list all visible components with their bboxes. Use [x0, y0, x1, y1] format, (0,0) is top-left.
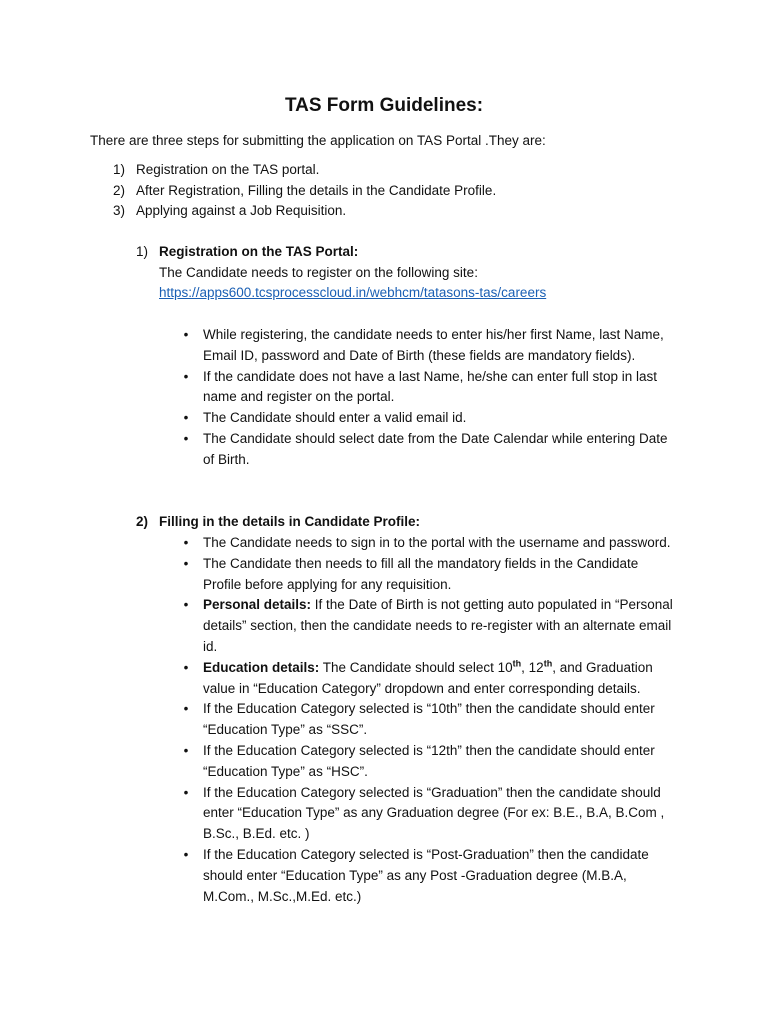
bullet-icon: •	[183, 846, 189, 862]
list-item: • The Candidate should select date from the Date Calendar while entering Date of Birth.	[180, 429, 680, 471]
bullet-icon: •	[183, 368, 189, 384]
registration-bullets	[180, 325, 680, 471]
list-item: • While registering, the candidate needs to enter his/her first Name, last Name, Email ID, password and Date of Birth (these fields are mandatory fields).	[180, 325, 680, 367]
bullet-icon: •	[183, 555, 189, 571]
list-item: • If the Education Category selected is “12th” then the candidate should enter “Education Type” as “HSC”.	[180, 741, 680, 783]
section-registration	[136, 242, 546, 304]
step-number: 2)	[113, 182, 126, 198]
section-heading	[136, 512, 420, 533]
list-item: • Personal details: If the Date of Birth is not getting auto populated in “Personal details” section, then the candidate needs to re-register with an alternate email id.	[180, 595, 680, 657]
section-heading	[136, 242, 546, 263]
list-item	[113, 160, 496, 181]
bullet-icon: •	[183, 597, 189, 613]
page-title: TAS Form Guidelines:	[284, 95, 484, 116]
step-text: Applying against a Job Requisition.	[136, 203, 347, 218]
bullet-icon: •	[183, 701, 189, 717]
list-item: • If the Education Category selected is “10th” then the candidate should enter “Education Type” as “SSC”.	[180, 699, 680, 741]
list-item	[113, 181, 496, 202]
careers-link[interactable]: https://apps600.tcsprocesscloud.in/webhcm/tatasons-tas/careers	[159, 285, 547, 300]
education-details-label: Education details:	[203, 659, 320, 675]
list-item: • Education details: The Candidate should select 10th, 12th, and Graduation value in “Education Category” dropdown and enter corresponding details.	[180, 658, 680, 700]
section-candidate-profile	[136, 512, 420, 533]
section-line: The Candidate needs to register on the following site:	[159, 264, 478, 280]
section-title: Filling in the details in Candidate Profile:	[159, 514, 421, 529]
personal-details-label: Personal details:	[203, 597, 312, 613]
list-item: • If the Education Category selected is “Post-Graduation” then the candidate should enter “Education Type” as any Post -Graduation degree (M.B.A, M.Com., M.Sc.,M.Ed. etc.)	[180, 845, 680, 907]
bullet-icon: •	[183, 535, 189, 550]
list-item: • The Candidate should enter a valid email id.	[180, 408, 680, 429]
list-item: • The Candidate then needs to fill all the mandatory fields in the Candidate Profile before applying for any requisition.	[180, 554, 680, 596]
bullet-icon: •	[183, 659, 189, 675]
intro-text: There are three steps for submitting the application on TAS Portal .They are:	[90, 133, 546, 148]
bullet-icon: •	[183, 742, 189, 758]
bullet-icon: •	[183, 327, 189, 342]
bullet-icon: •	[183, 784, 189, 800]
list-item: • The Candidate needs to sign in to the portal with the username and password.	[180, 533, 680, 554]
step-number: 1)	[113, 162, 126, 177]
step-text: After Registration, Filling the details in the Candidate Profile.	[136, 182, 497, 198]
list-item: • If the candidate does not have a last Name, he/she can enter full stop in last name and register on the portal.	[180, 367, 680, 409]
section-title: Registration on the TAS Portal:	[159, 244, 359, 259]
list-item: • If the Education Category selected is “Graduation” then the candidate should enter “Education Type” as any Graduation degree (For ex: B.E., B.A, B.Com , B.Sc., B.Ed. etc. )	[180, 783, 680, 845]
section-number: 1)	[136, 244, 149, 259]
list-item	[113, 201, 496, 222]
steps-list	[113, 160, 496, 222]
section-number: 2)	[136, 514, 149, 529]
bullet-icon: •	[183, 430, 189, 446]
bullet-icon: •	[183, 410, 189, 426]
step-number: 3)	[113, 203, 126, 218]
profile-bullets	[180, 533, 680, 907]
step-text: Registration on the TAS portal.	[136, 162, 320, 177]
